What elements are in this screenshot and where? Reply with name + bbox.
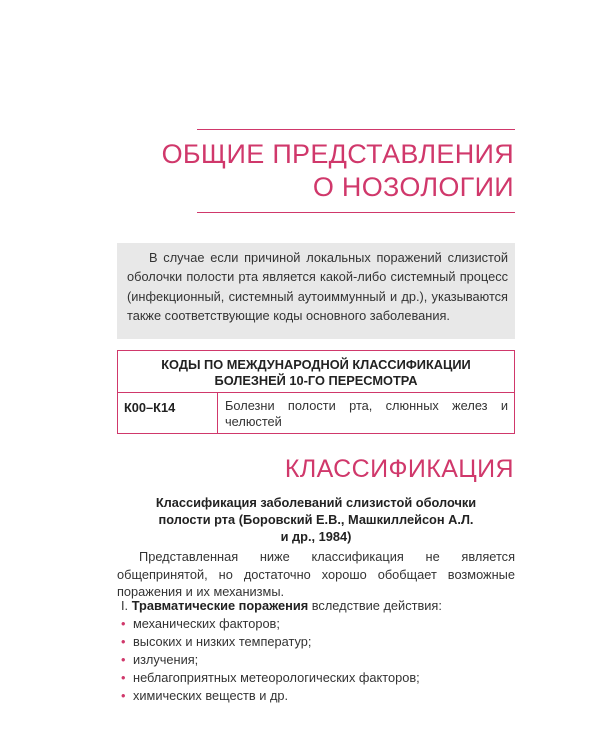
icd-heading-line-2: БОЛЕЗНЕЙ 10-ГО ПЕРЕСМОТРА [214,373,418,388]
icd-table-heading [118,351,514,393]
chapter-title-line-1: ОБЩИЕ ПРЕДСТАВЛЕНИЯ [161,139,514,169]
icd-heading-line-1: КОДЫ ПО МЕЖДУНАРОДНОЙ КЛАССИФИКАЦИИ [161,357,471,372]
list-item [119,687,515,705]
title-bottom-rule [197,212,515,213]
title-top-rule [197,129,515,130]
list-item [119,633,515,651]
list-item-text: излучения; [133,652,199,667]
classification-list [117,597,515,705]
intro-paragraph [117,548,515,601]
list-item [119,669,515,687]
icd-codes-table [117,350,515,434]
list-item [119,651,515,669]
group-title: Травматические поражения [131,598,309,613]
list-item-text: высоких и низких температур; [133,634,312,649]
chapter-title-line-2: О НОЗОЛОГИИ [312,172,514,202]
group-heading [121,597,515,615]
bullet-icon: • [121,670,126,685]
list-item-text: неблагоприятных метеорологических факторов; [133,670,420,685]
classification-subheading [117,494,515,545]
bullet-icon: • [121,652,126,667]
subheading-line-2: полости рта (Боровский Е.В., Машкиллейсон А.Л. [158,512,474,527]
subheading-line-3: и др., 1984) [280,529,352,544]
note-box [117,243,515,339]
bullet-icon: • [121,634,126,649]
factor-list [117,615,515,705]
intro-text: Представленная ниже классификация не является общепринятой, но достаточно хорошо обобщает возможные поражения и их механизмы. [117,549,515,599]
section-title: КЛАССИФИКАЦИЯ [284,455,514,483]
bullet-icon: • [121,688,126,703]
table-row [118,393,514,433]
group-numeral: I. [121,598,129,613]
bullet-icon: • [121,616,126,631]
icd-description: Болезни полости рта, слюнных желез и челюстей [225,398,508,429]
subheading-line-1: Классификация заболеваний слизистой оболочки [155,495,477,510]
note-text: В случае если причиной локальных поражений слизистой оболочки полости рта является какой-либо системный процесс (инфекционный, системный аутоиммунный и др.), указываются также соответствующие коды основного заболевания. [127,250,508,324]
list-item-text: механических факторов; [133,616,280,631]
list-item [119,615,515,633]
group-suffix: вследствие действия: [311,598,442,613]
list-item-text: химических веществ и др. [133,688,289,703]
icd-code: К00–К14 [118,393,218,433]
